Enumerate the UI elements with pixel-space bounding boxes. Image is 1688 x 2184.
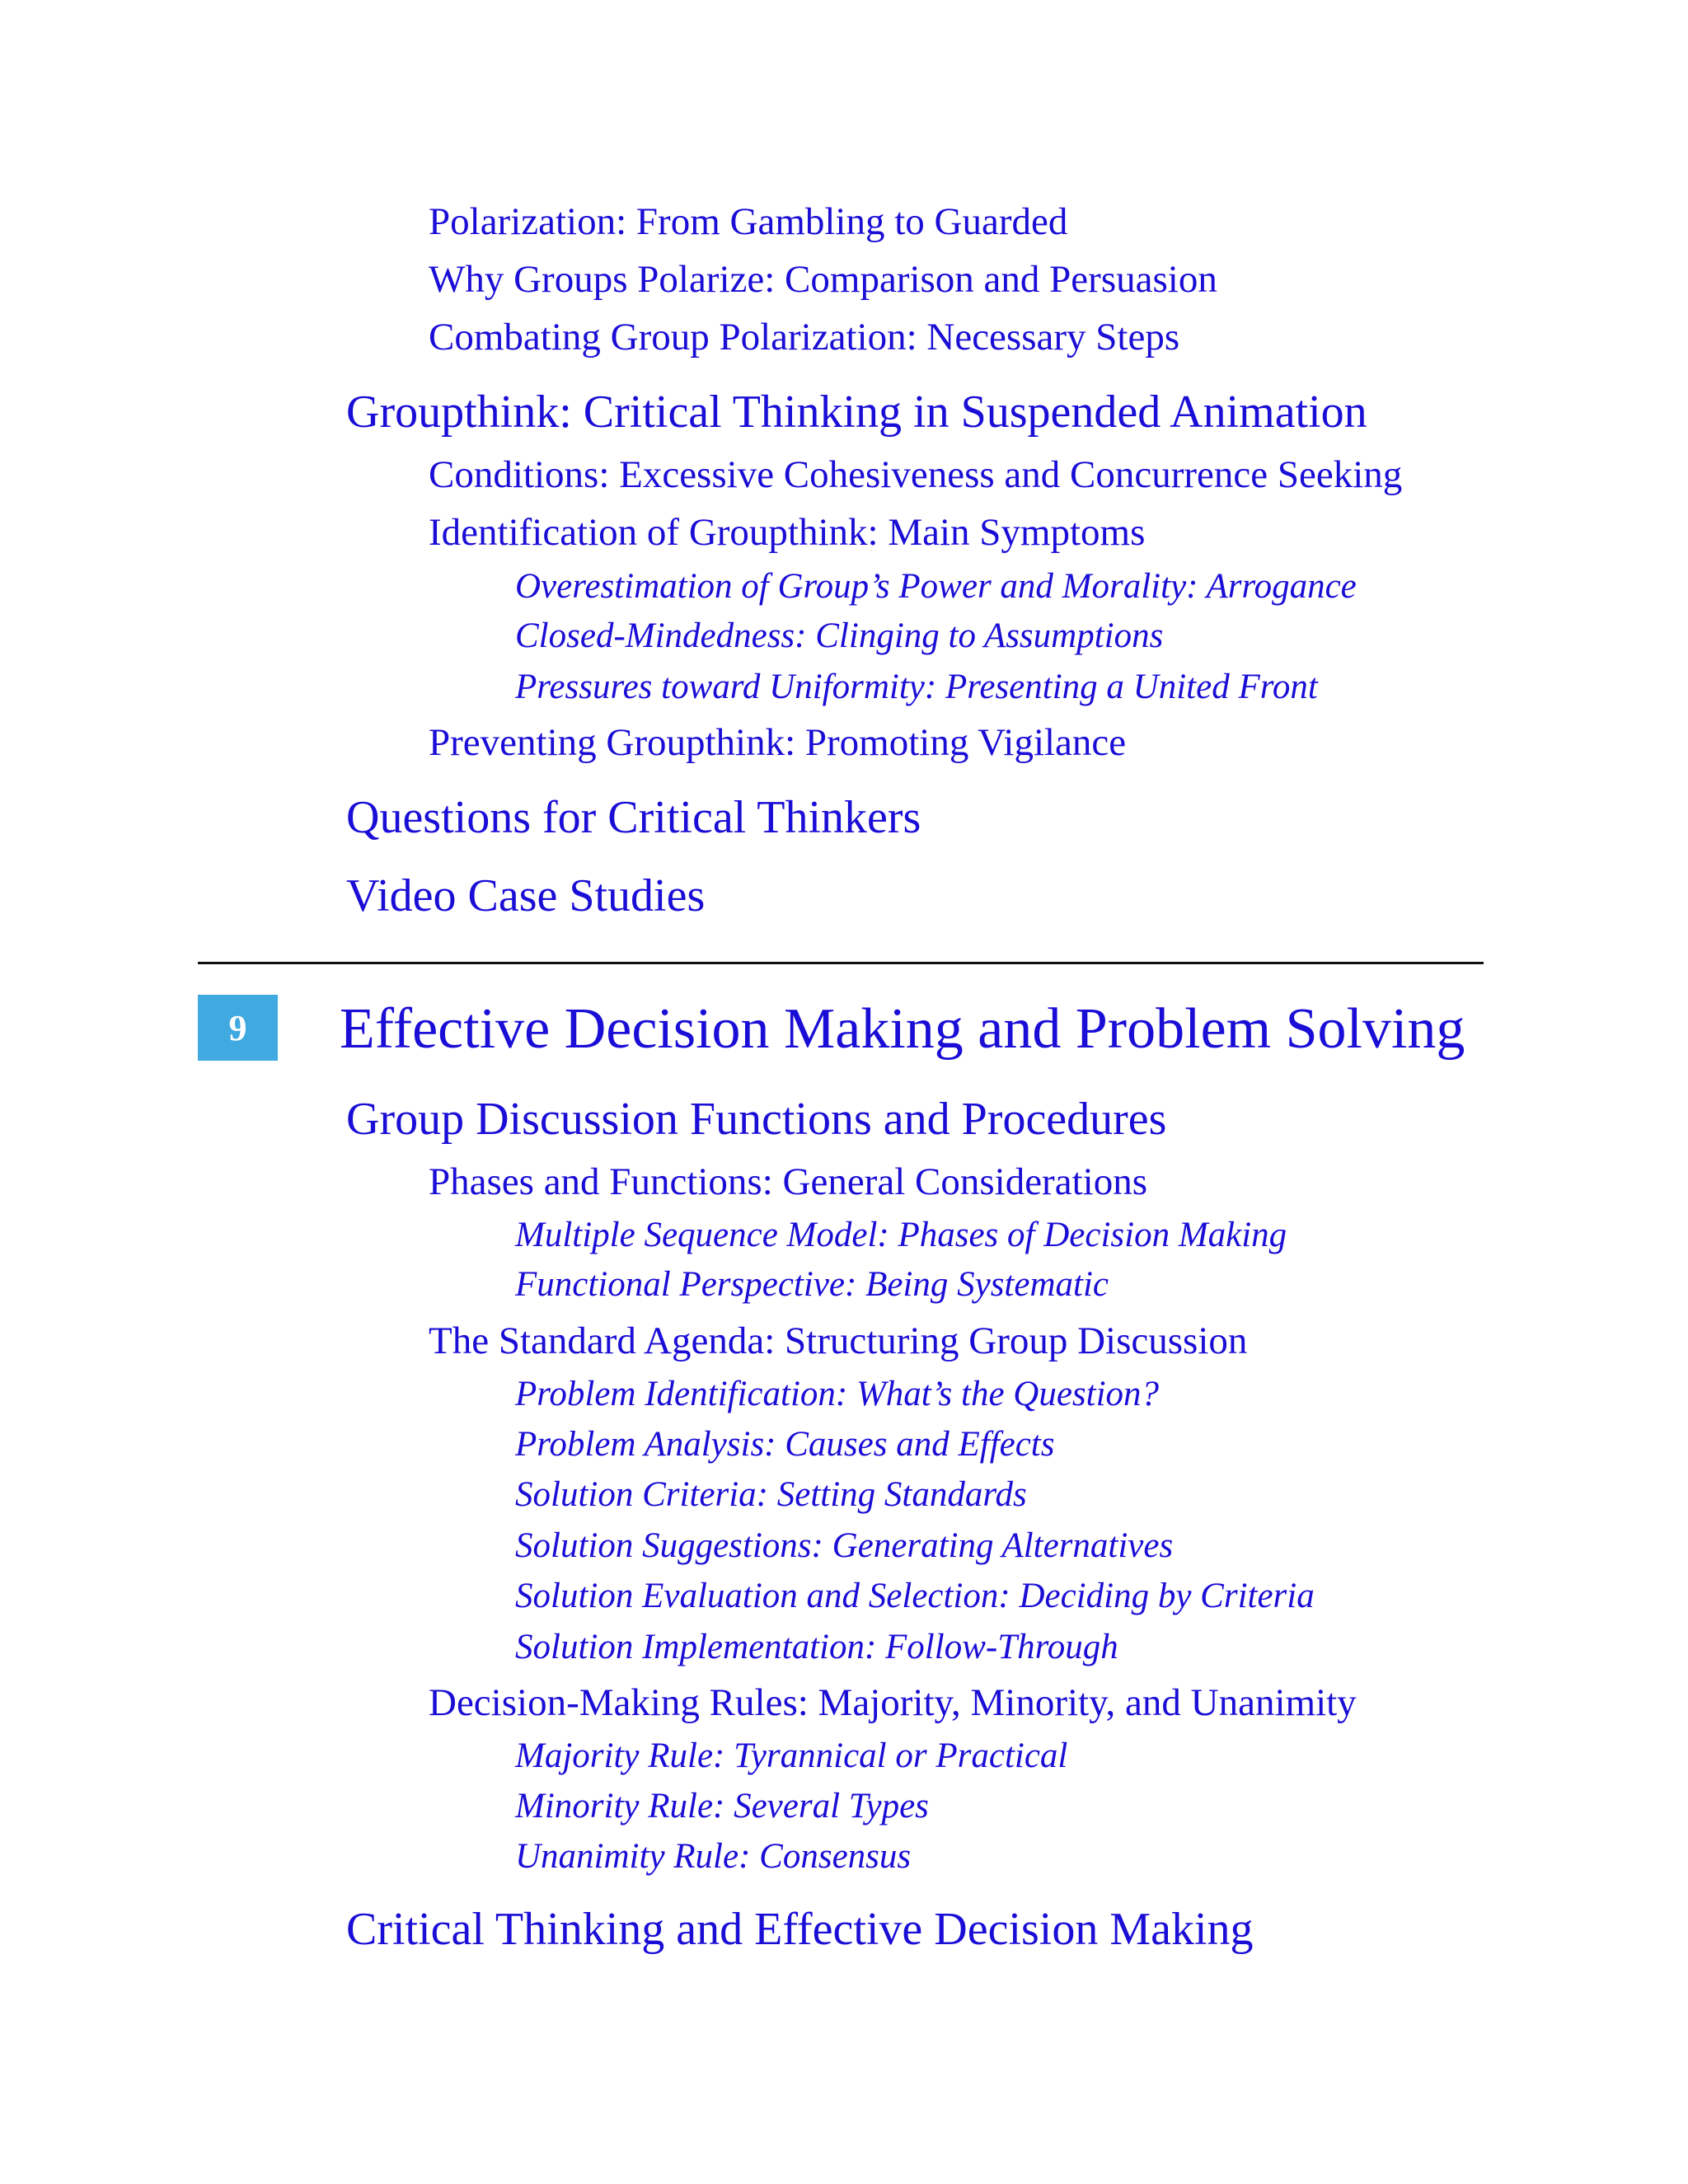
toc-entry-unanimity-rule[interactable]: Unanimity Rule: Consensus	[515, 1837, 912, 1876]
toc-entry-preventing-groupthink[interactable]: Preventing Groupthink: Promoting Vigilance	[429, 721, 1127, 764]
toc-entry-solution-criteria[interactable]: Solution Criteria: Setting Standards	[515, 1475, 1027, 1514]
toc-entry-groupthink-identification[interactable]: Identification of Groupthink: Main Symptoms	[429, 511, 1146, 554]
toc-entry-pressures-uniformity[interactable]: Pressures toward Uniformity: Presenting a United Front	[515, 668, 1318, 706]
toc-entry-combating-polarization[interactable]: Combating Group Polarization: Necessary Steps	[429, 316, 1180, 359]
toc-entry-problem-analysis[interactable]: Problem Analysis: Causes and Effects	[515, 1425, 1055, 1464]
toc-entry-why-groups-polarize[interactable]: Why Groups Polarize: Comparison and Persuasion	[429, 258, 1217, 301]
toc-entry-solution-suggestions[interactable]: Solution Suggestions: Generating Alternatives	[515, 1526, 1174, 1565]
toc-entry-video-case-studies[interactable]: Video Case Studies	[346, 870, 706, 921]
toc-entry-solution-implementation[interactable]: Solution Implementation: Follow-Through	[515, 1628, 1118, 1666]
toc-entry-questions[interactable]: Questions for Critical Thinkers	[346, 792, 921, 843]
chapter-number-badge	[198, 995, 278, 1061]
toc-entry-phases-functions[interactable]: Phases and Functions: General Considerations	[429, 1160, 1147, 1203]
toc-entry-minority-rule[interactable]: Minority Rule: Several Types	[515, 1787, 929, 1825]
toc-entry-closed-mindedness[interactable]: Closed-Mindedness: Clinging to Assumptions	[515, 616, 1164, 655]
toc-entry-decision-rules[interactable]: Decision-Making Rules: Majority, Minority, and Unanimity	[429, 1681, 1357, 1724]
chapter-number: 9	[228, 1007, 247, 1048]
chapter-divider	[198, 962, 1484, 964]
toc-entry-critical-thinking-decision[interactable]: Critical Thinking and Effective Decision Making	[346, 1904, 1254, 1955]
toc-entry-group-discussion[interactable]: Group Discussion Functions and Procedures	[346, 1094, 1167, 1145]
toc-entry-functional-perspective[interactable]: Functional Perspective: Being Systematic	[515, 1265, 1109, 1304]
toc-entry-problem-identification[interactable]: Problem Identification: What’s the Question?	[515, 1375, 1160, 1413]
toc-entry-standard-agenda[interactable]: The Standard Agenda: Structuring Group Discussion	[429, 1319, 1248, 1362]
toc-entry-polarization-gambling[interactable]: Polarization: From Gambling to Guarded	[429, 200, 1068, 243]
toc-entry-groupthink[interactable]: Groupthink: Critical Thinking in Suspended Animation	[346, 387, 1367, 438]
toc-entry-majority-rule[interactable]: Majority Rule: Tyrannical or Practical	[515, 1736, 1068, 1775]
toc-entry-solution-evaluation[interactable]: Solution Evaluation and Selection: Deciding by Criteria	[515, 1577, 1315, 1615]
toc-entry-multiple-sequence[interactable]: Multiple Sequence Model: Phases of Decision Making	[515, 1216, 1287, 1254]
toc-entry-overestimation[interactable]: Overestimation of Group’s Power and Morality: Arrogance	[515, 567, 1357, 606]
toc-entry-groupthink-conditions[interactable]: Conditions: Excessive Cohesiveness and Concurrence Seeking	[429, 453, 1403, 496]
chapter-title[interactable]: Effective Decision Making and Problem Solving	[340, 997, 1465, 1061]
